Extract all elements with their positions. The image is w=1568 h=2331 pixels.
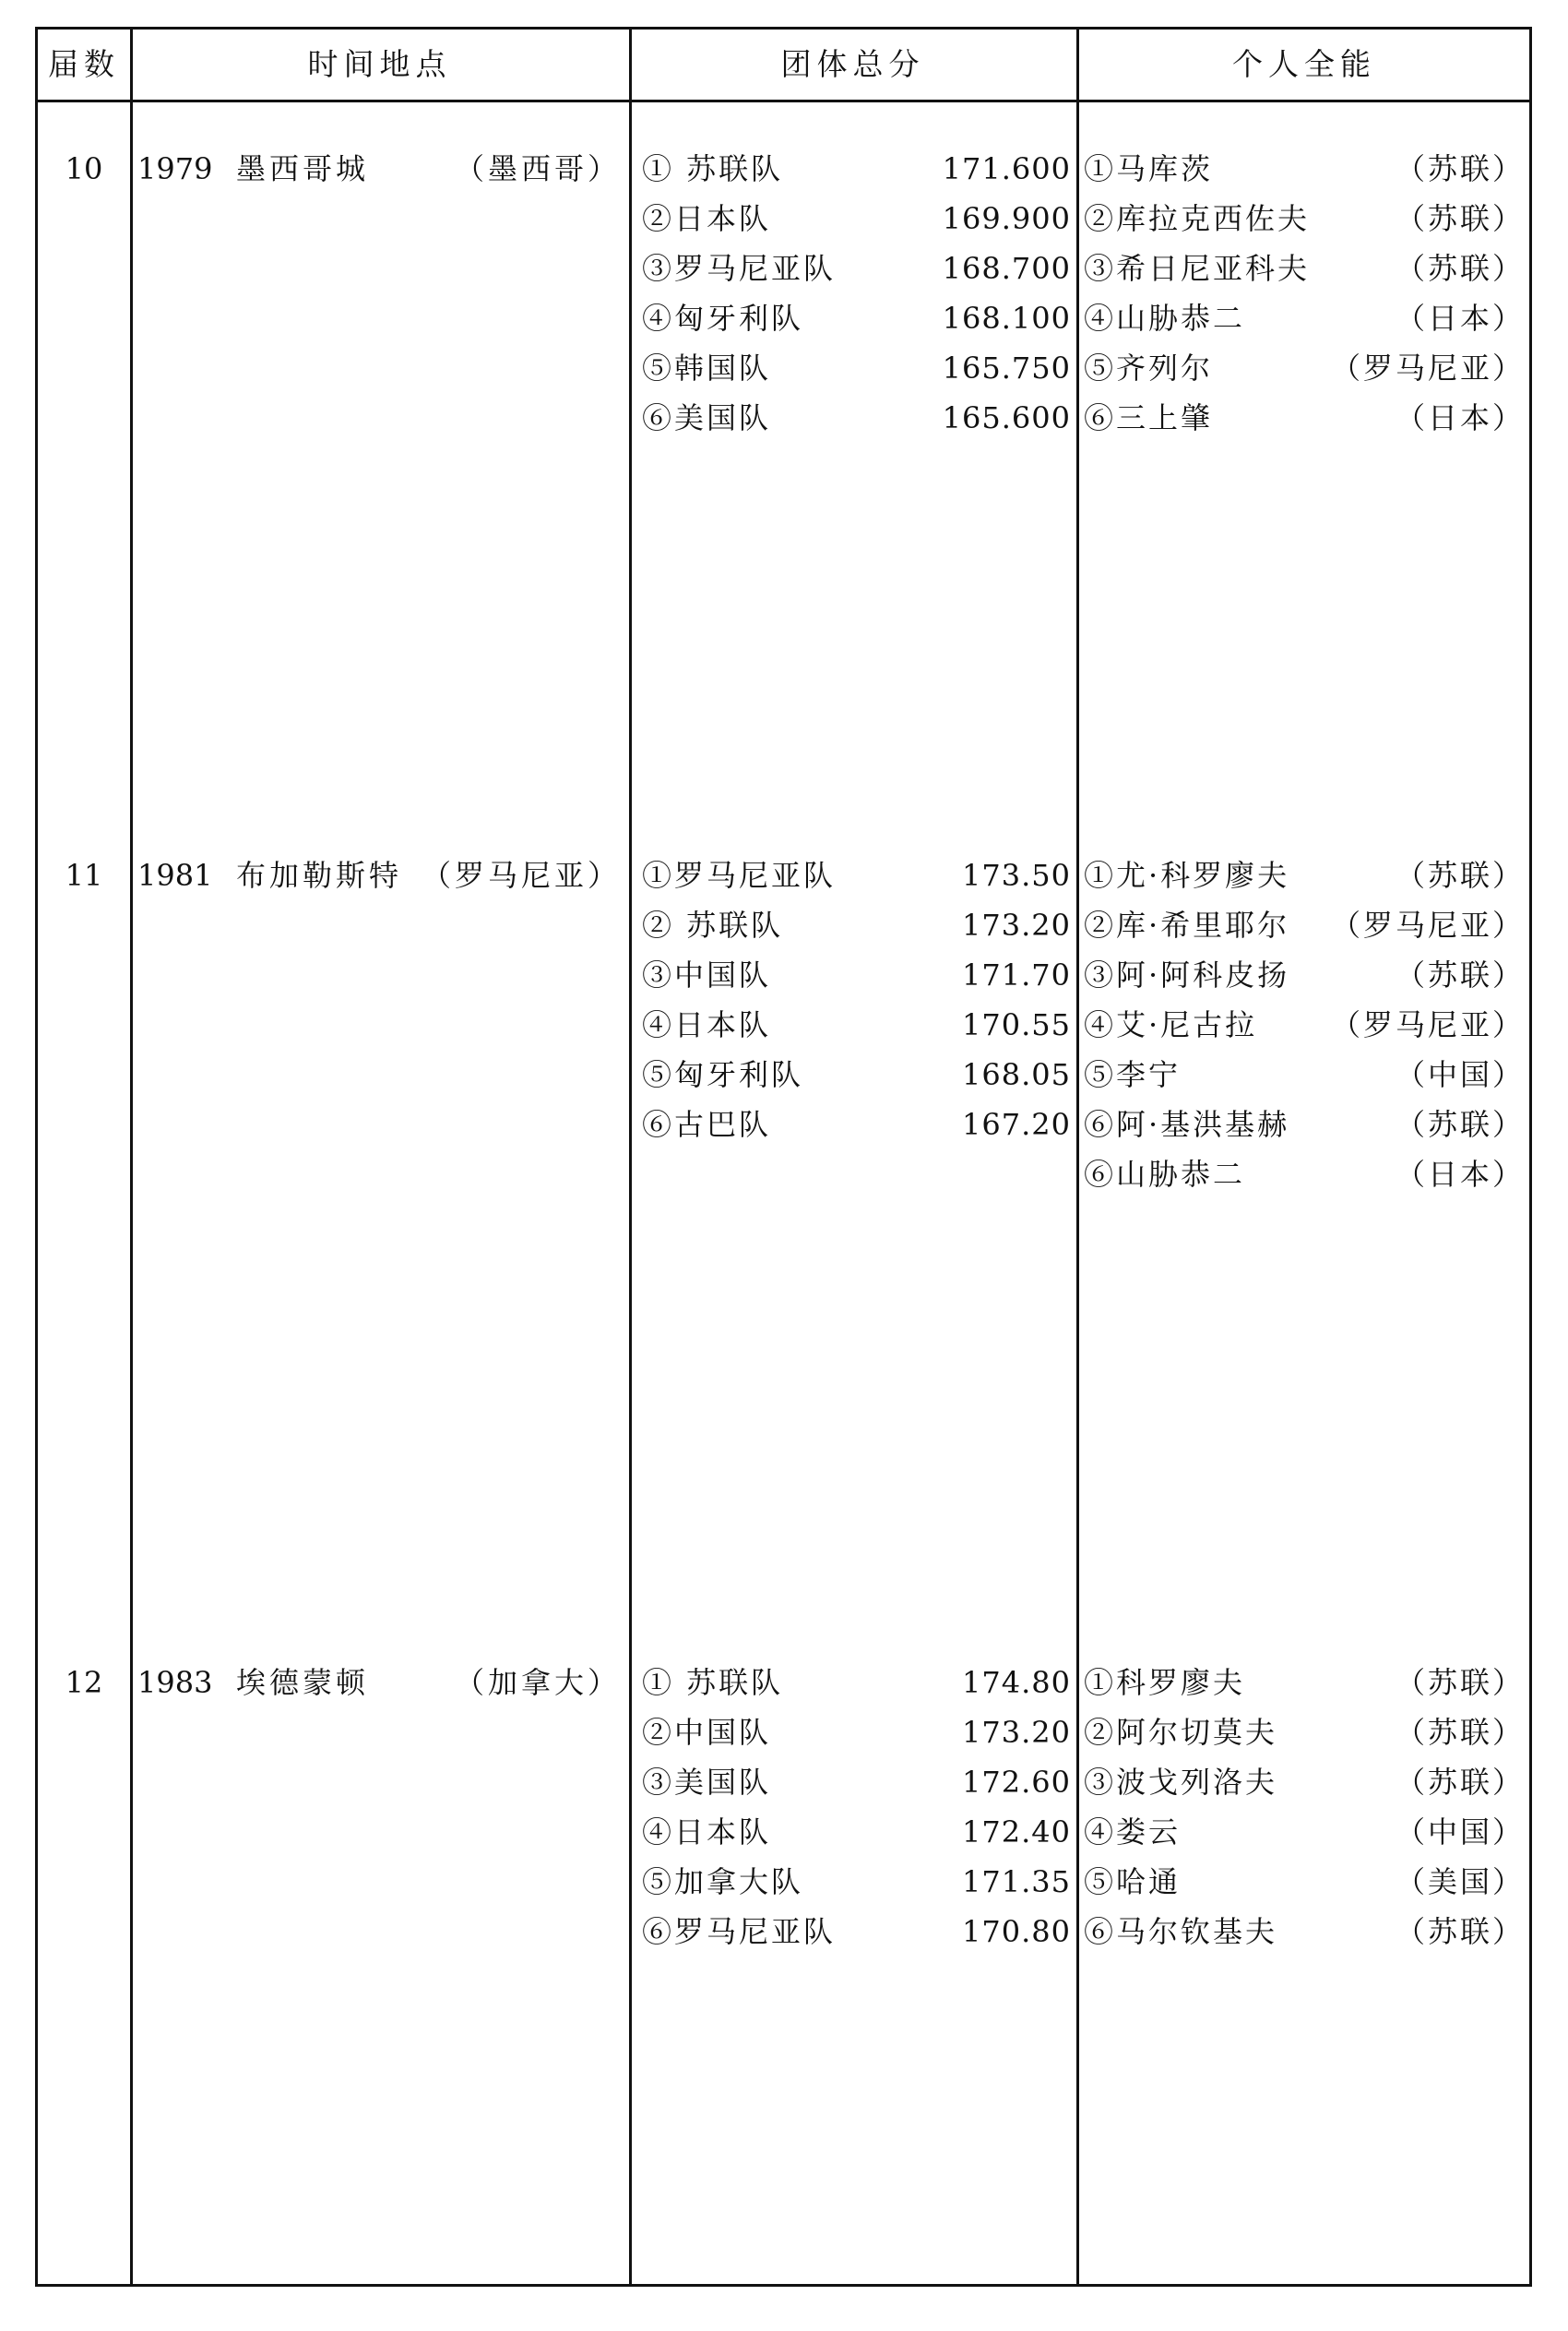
edition-city: 埃德蒙顿 <box>236 1665 370 1700</box>
athlete-name: ①尤·科罗廖夫 <box>1084 858 1290 893</box>
individual-result-row <box>1084 850 1525 900</box>
team-result-row <box>642 1807 1071 1857</box>
team-score: 168.100 <box>942 301 1071 336</box>
team-score: 172.40 <box>962 1814 1071 1849</box>
individual-result-row <box>1084 900 1525 950</box>
team-rank-label: ②中国队 <box>642 1715 772 1750</box>
team-score: 172.60 <box>962 1765 1071 1800</box>
edition-block <box>38 850 1529 1349</box>
team-score: 170.80 <box>962 1914 1071 1949</box>
individual-result-row <box>1084 194 1525 244</box>
team-rank-label: ④匈牙利队 <box>642 301 804 336</box>
athlete-country: （苏联） <box>1395 151 1525 186</box>
team-rank-label: ⑥罗马尼亚队 <box>642 1914 837 1949</box>
team-result-row <box>642 1000 1071 1050</box>
header-time-place: 时间地点 <box>307 46 452 82</box>
team-result-row <box>642 1857 1071 1907</box>
team-score: 168.05 <box>962 1057 1071 1092</box>
athlete-name: ⑥三上肇 <box>1084 400 1214 435</box>
athlete-name: ⑤哈通 <box>1084 1864 1182 1899</box>
team-score: 173.20 <box>962 1715 1071 1750</box>
athlete-name: ④娄云 <box>1084 1814 1182 1849</box>
athlete-country: （罗马尼亚） <box>1330 1007 1525 1042</box>
edition-year: 1983 <box>137 1665 213 1700</box>
individual-result-row <box>1084 1000 1525 1050</box>
athlete-name: ⑤李宁 <box>1084 1057 1182 1092</box>
header-individual-allround: 个人全能 <box>1232 46 1376 82</box>
athlete-country: （美国） <box>1395 1864 1525 1899</box>
athlete-name: ⑥山胁恭二 <box>1084 1157 1246 1192</box>
individual-result-row <box>1084 1757 1525 1807</box>
team-score: 169.900 <box>942 201 1071 236</box>
individual-result-row <box>1084 1100 1525 1149</box>
team-rank-label: ③中国队 <box>642 957 772 993</box>
team-result-row <box>642 1658 1071 1707</box>
individual-result-row <box>1084 950 1525 1000</box>
athlete-country: （苏联） <box>1395 957 1525 993</box>
athlete-country: （苏联） <box>1395 1715 1525 1750</box>
athlete-country: （罗马尼亚） <box>1330 908 1525 943</box>
athlete-name: ③希日尼亚科夫 <box>1084 251 1311 286</box>
team-rank-label: ④日本队 <box>642 1814 772 1849</box>
team-result-row <box>642 1050 1071 1100</box>
athlete-name: ②阿尔切莫夫 <box>1084 1715 1278 1750</box>
team-result-row <box>642 343 1071 393</box>
team-result-row <box>642 244 1071 293</box>
team-score: 174.80 <box>962 1665 1071 1700</box>
team-rank-label: ② 苏联队 <box>642 908 784 943</box>
team-rank-label: ③罗马尼亚队 <box>642 251 837 286</box>
team-result-row <box>642 393 1071 443</box>
athlete-country: （日本） <box>1395 1157 1525 1192</box>
athlete-country: （苏联） <box>1395 1107 1525 1142</box>
team-score: 167.20 <box>962 1107 1071 1142</box>
team-score: 171.35 <box>962 1864 1071 1899</box>
individual-result-row <box>1084 1857 1525 1907</box>
team-score: 171.70 <box>962 957 1071 993</box>
team-rank-label: ⑥美国队 <box>642 400 772 435</box>
team-result-row <box>642 1757 1071 1807</box>
edition-year: 1979 <box>137 151 213 186</box>
team-rank-label: ⑤韩国队 <box>642 351 772 386</box>
athlete-name: ⑥阿·基洪基赫 <box>1084 1107 1290 1142</box>
athlete-name: ②库拉克西佐夫 <box>1084 201 1311 236</box>
athlete-country: （日本） <box>1395 301 1525 336</box>
team-result-row <box>642 1100 1071 1149</box>
team-rank-label: ⑤匈牙利队 <box>642 1057 804 1092</box>
individual-result-row <box>1084 144 1525 194</box>
athlete-name: ①马库茨 <box>1084 151 1214 186</box>
team-result-row <box>642 1907 1071 1956</box>
athlete-name: ④山胁恭二 <box>1084 301 1246 336</box>
athlete-country: （苏联） <box>1395 1914 1525 1949</box>
team-rank-label: ① 苏联队 <box>642 151 784 186</box>
team-result-row <box>642 900 1071 950</box>
edition-city: 布加勒斯特 <box>236 858 403 893</box>
individual-result-row <box>1084 1907 1525 1956</box>
athlete-country: （日本） <box>1395 400 1525 435</box>
athlete-country: （中国） <box>1395 1814 1525 1849</box>
header-edition: 届数 <box>48 46 120 82</box>
team-result-row <box>642 194 1071 244</box>
individual-result-row <box>1084 1807 1525 1857</box>
team-score: 165.600 <box>942 400 1071 435</box>
athlete-name: ⑥马尔钦基夫 <box>1084 1914 1278 1949</box>
athlete-country: （苏联） <box>1395 1665 1525 1700</box>
team-result-row <box>642 1707 1071 1757</box>
athlete-country: （苏联） <box>1395 858 1525 893</box>
table-header <box>38 30 1529 102</box>
athlete-name: ④艾·尼古拉 <box>1084 1007 1258 1042</box>
edition-number: 12 <box>65 1665 103 1700</box>
header-team-total: 团体总分 <box>780 46 925 82</box>
athlete-country: （罗马尼亚） <box>1330 351 1525 386</box>
individual-result-row <box>1084 1050 1525 1100</box>
athlete-name: ②库·希里耶尔 <box>1084 908 1290 943</box>
team-result-row <box>642 850 1071 900</box>
team-rank-label: ④日本队 <box>642 1007 772 1042</box>
team-rank-label: ①罗马尼亚队 <box>642 858 837 893</box>
team-score: 165.750 <box>942 351 1071 386</box>
team-rank-label: ① 苏联队 <box>642 1665 784 1700</box>
edition-country: （加拿大） <box>454 1665 621 1700</box>
individual-result-row <box>1084 1149 1525 1199</box>
team-score: 173.20 <box>962 908 1071 943</box>
athlete-country: （苏联） <box>1395 251 1525 286</box>
team-rank-label: ⑥古巴队 <box>642 1107 772 1142</box>
individual-result-row <box>1084 1707 1525 1757</box>
team-result-row <box>642 950 1071 1000</box>
edition-number: 10 <box>65 151 103 186</box>
edition-city: 墨西哥城 <box>236 151 370 186</box>
team-result-row <box>642 293 1071 343</box>
team-rank-label: ③美国队 <box>642 1765 772 1800</box>
individual-result-row <box>1084 343 1525 393</box>
individual-result-row <box>1084 393 1525 443</box>
individual-result-row <box>1084 293 1525 343</box>
athlete-country: （苏联） <box>1395 201 1525 236</box>
athlete-name: ①科罗廖夫 <box>1084 1665 1246 1700</box>
edition-number: 11 <box>65 858 103 893</box>
edition-year: 1981 <box>137 858 213 893</box>
results-table <box>35 27 1532 2287</box>
athlete-name: ③阿·阿科皮扬 <box>1084 957 1290 993</box>
team-rank-label: ②日本队 <box>642 201 772 236</box>
team-score: 168.700 <box>942 251 1071 286</box>
athlete-name: ③波戈列洛夫 <box>1084 1765 1278 1800</box>
team-score: 173.50 <box>962 858 1071 893</box>
edition-country: （罗马尼亚） <box>421 858 621 893</box>
team-score: 171.600 <box>942 151 1071 186</box>
edition-block <box>38 1658 1529 2156</box>
team-rank-label: ⑤加拿大队 <box>642 1864 804 1899</box>
team-score: 170.55 <box>962 1007 1071 1042</box>
athlete-country: （中国） <box>1395 1057 1525 1092</box>
edition-country: （墨西哥） <box>454 151 621 186</box>
athlete-name: ⑤齐列尔 <box>1084 351 1214 386</box>
individual-result-row <box>1084 1658 1525 1707</box>
athlete-country: （苏联） <box>1395 1765 1525 1800</box>
edition-block <box>38 144 1529 642</box>
individual-result-row <box>1084 244 1525 293</box>
team-result-row <box>642 144 1071 194</box>
